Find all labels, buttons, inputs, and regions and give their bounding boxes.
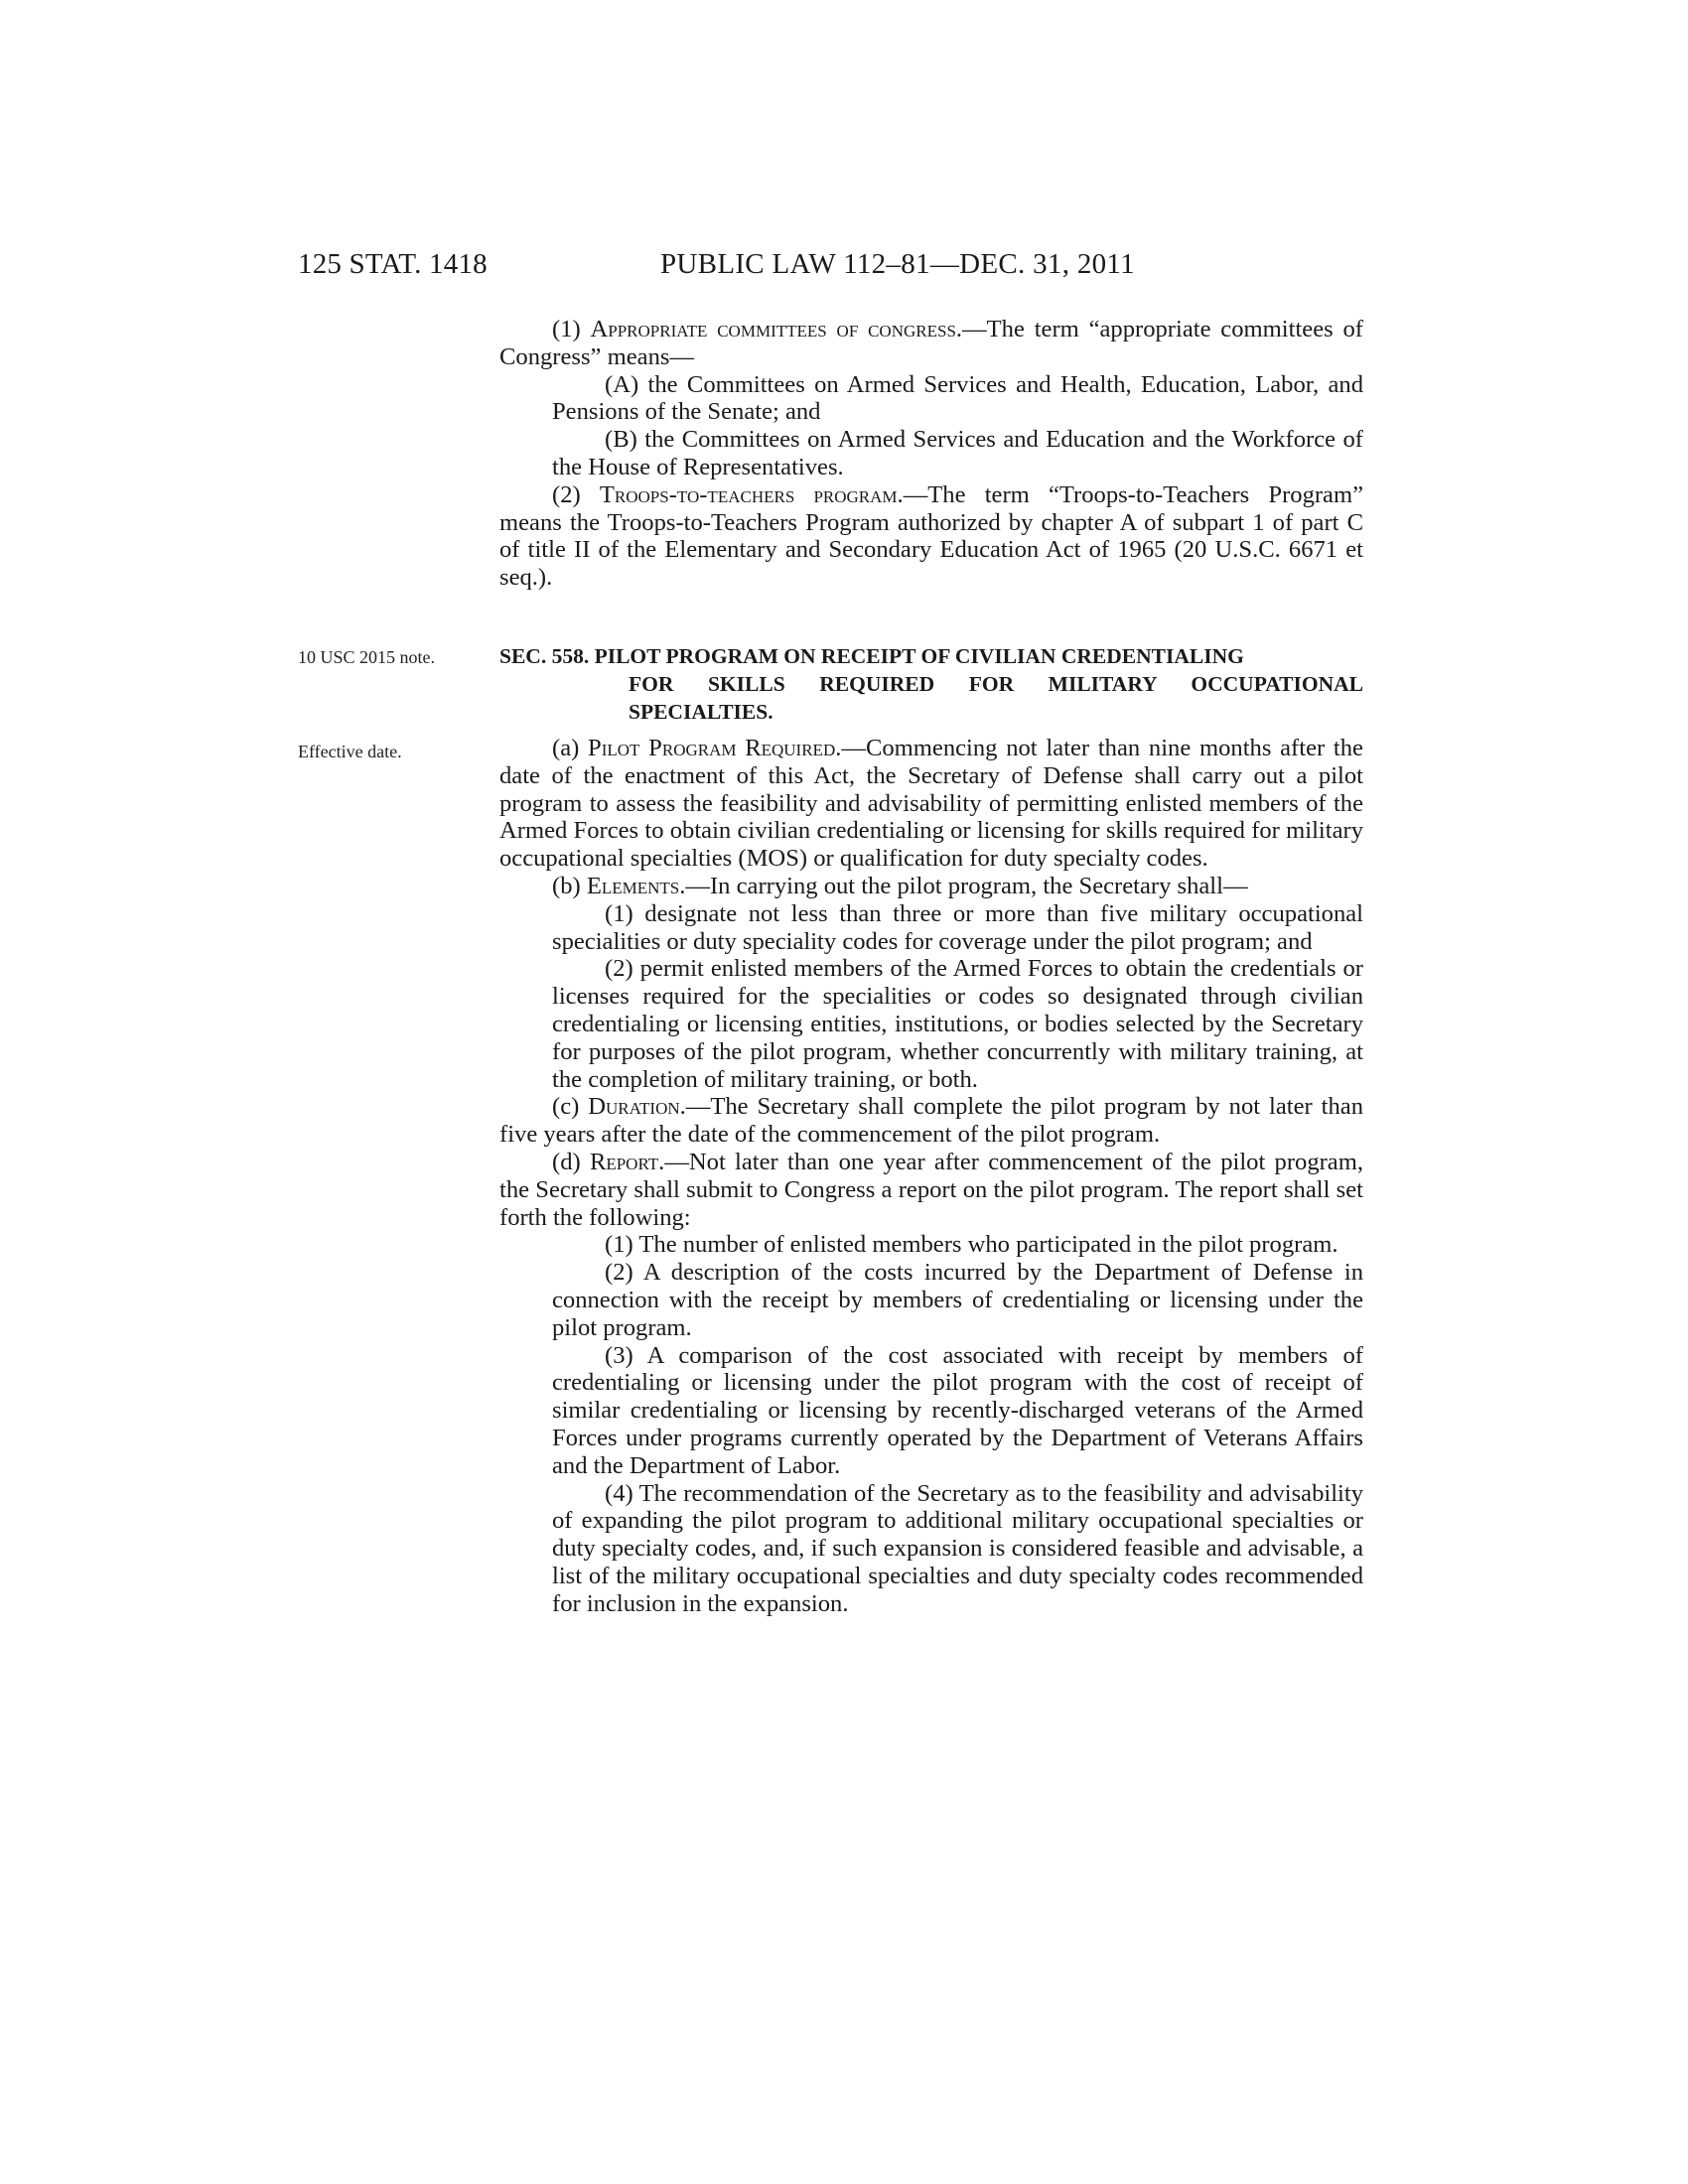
subsection-b-item-2: (2) permit enlisted members of the Armed Forces to obtain the credentials or licenses required for the specialities or codes so designated through civilian credentialing or licensing entities, institutions, or bodies selected by the Secretary for purposes of the pilot program, whether concurrently with military training, at the completion of military training, or both.	[552, 955, 1363, 1093]
subsection-d-item-2: (2) A description of the costs incurred by the Department of Defense in connection with the receipt by members of credentialing or licensing under the pilot program.	[552, 1259, 1363, 1341]
definition-troops-to-teachers: (2) Troops-to-teachers program.—The term “Troops-to-Teachers Program” means the Troops-to-Teachers Program authorized by chapter A of subpart 1 of part C of title II of the Elementary and Secondary Education Act of 1965 (20 U.S.C. 6671 et seq.).	[499, 480, 1364, 592]
subsection-d-item-3: (3) A comparison of the cost associated with receipt by members of credentialing or licensing under the pilot program with the cost of receipt of similar credentialing or licensing by recently-discharged veterans of the Armed Forces under programs currently operated by the Department of Veterans Affairs and the Department of Labor.	[552, 1341, 1363, 1479]
section-body	[499, 735, 1363, 1618]
section-heading: SEC. 558. PILOT PROGRAM ON RECEIPT OF CIVILIAN CREDENTIALING FOR SKILLS REQUIRED FOR MILITARY OCCUPATIONAL SPECIALTIES.	[499, 644, 1363, 724]
subsection-b-item-1: (1) designate not less than three or more than five military occupational specialities or duty speciality codes for coverage under the pilot program; and	[552, 899, 1363, 955]
subsection-b: (b) Elements.—In carrying out the pilot program, the Secretary shall—	[552, 872, 1248, 899]
subsection-c: (c) Duration.—The Secretary shall complete the pilot program by not later than five years after the date of the commencement of the pilot program.	[499, 1093, 1363, 1149]
public-law-citation: PUBLIC LAW 112–81—DEC. 31, 2011	[660, 248, 1135, 280]
statute-page-number: 125 STAT. 1418	[298, 248, 488, 280]
margin-note-effective-date: Effective date.	[298, 742, 402, 761]
subsection-a: (a) Pilot Program Required.—Commencing not later than nine months after the date of the enactment of this Act, the Secretary of Defense shall carry out a pilot program to assess the feasibility and advisability of permitting enlisted members of the Armed Forces to obtain civilian credentialing or licensing for skills required for military occupational specialties (MOS) or qualification for duty specialty codes.	[499, 735, 1363, 873]
subsection-d-item-1: (1) The number of enlisted members who participated in the pilot program.	[605, 1231, 1338, 1259]
definition-item-b: (B) the Committees on Armed Services and Education and the Workforce of the House of Representatives.	[552, 426, 1363, 480]
page-header	[0, 248, 1688, 288]
subsection-d-item-4: (4) The recommendation of the Secretary as to the feasibility and advisability of expanding the pilot program to additional military occupational specialties or duty specialty codes, and, if such expansion is considered feasible and advisable, a list of the military occupational specialties and duty specialty codes recommended for inclusion in the expansion.	[552, 1479, 1363, 1617]
subsection-d: (d) Report.—Not later than one year after commencement of the pilot program, the Secretary shall submit to Congress a report on the pilot program. The report shall set forth the following:	[499, 1148, 1363, 1231]
definitions-block	[499, 316, 1363, 592]
definition-appropriate-committees: (1) Appropriate committees of congress.—The term “appropriate committees of Congress” means—	[499, 316, 1363, 370]
definition-item-a: (A) the Committees on Armed Services and Health, Education, Labor, and Pensions of the Senate; and	[552, 370, 1363, 426]
margin-note-usc: 10 USC 2015 note.	[298, 647, 436, 667]
